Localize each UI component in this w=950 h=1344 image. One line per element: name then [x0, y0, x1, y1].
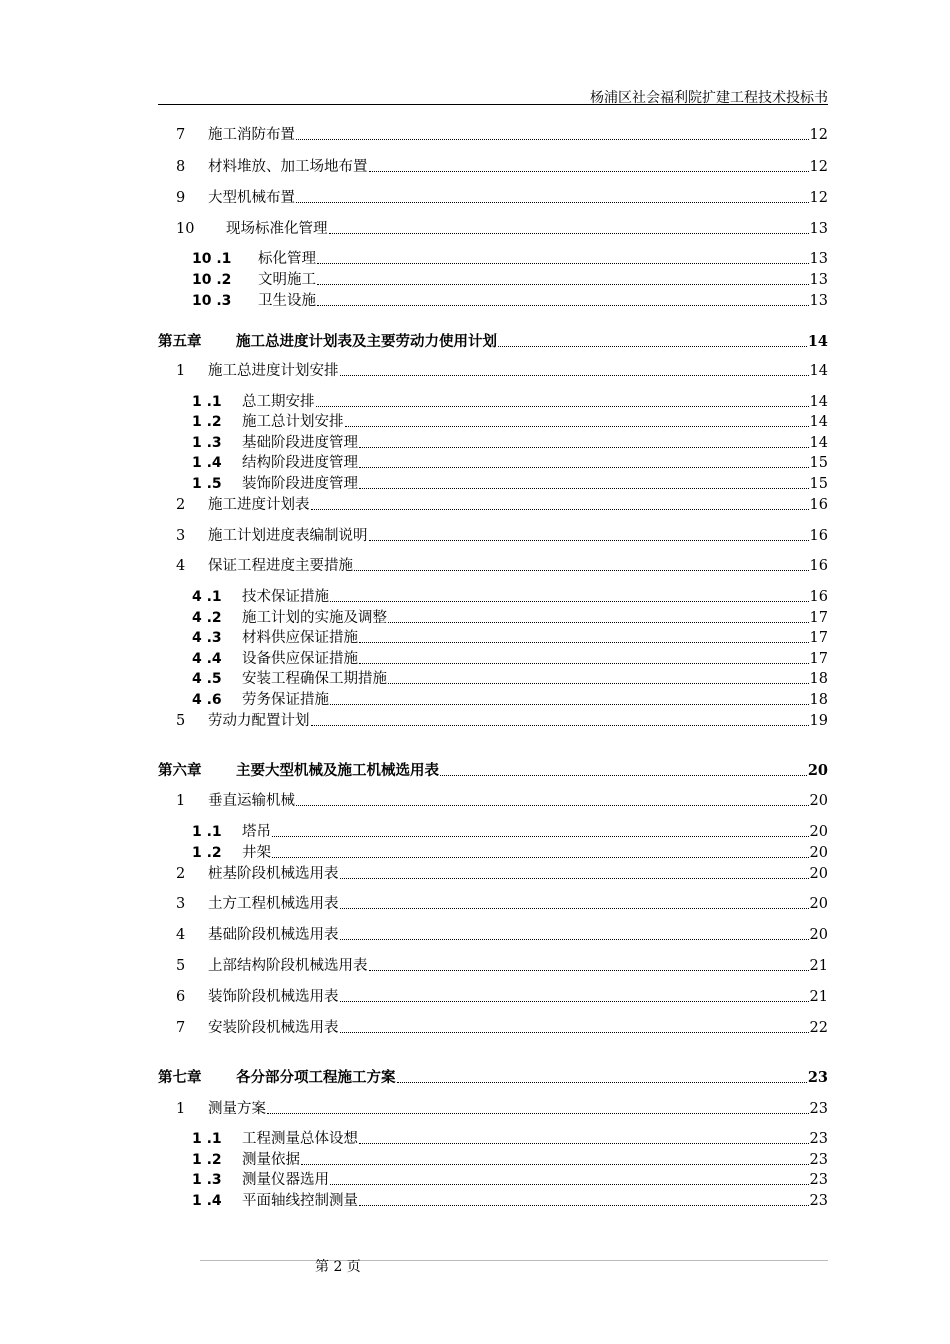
- toc-entry-number: 7: [176, 127, 186, 143]
- toc-entry-page: 23: [809, 1131, 828, 1147]
- toc-section-entry[interactable]: [158, 922, 828, 944]
- toc-entry-number: 4 .6: [192, 692, 222, 708]
- toc-dot-leader: [311, 725, 809, 726]
- toc-chapter-entry[interactable]: [158, 329, 828, 351]
- toc-entry-page: 23: [809, 1101, 828, 1117]
- toc-entry-number: 5: [176, 713, 186, 729]
- toc-subsection-entry[interactable]: [158, 840, 828, 862]
- toc-subsection-entry[interactable]: [158, 1147, 828, 1169]
- toc-dot-leader: [296, 202, 809, 203]
- toc-section-entry[interactable]: [158, 216, 828, 238]
- toc-entry-title: 测量仪器选用: [242, 1172, 329, 1188]
- toc-dot-leader: [330, 704, 809, 705]
- toc-entry-page: 20: [807, 762, 828, 779]
- toc-section-entry[interactable]: [158, 953, 828, 975]
- toc-entry-number: 1 .2: [192, 414, 222, 430]
- toc-entry-number: 1 .3: [192, 1172, 222, 1188]
- toc-entry-page: 15: [809, 476, 828, 492]
- toc-dot-leader: [317, 284, 809, 285]
- toc-entry-page: 17: [809, 610, 828, 626]
- toc-entry-page: 18: [809, 692, 828, 708]
- toc-section-entry[interactable]: [158, 1096, 828, 1118]
- toc-entry-page: 16: [809, 558, 828, 574]
- toc-entry-number: 1 .1: [192, 824, 222, 840]
- toc-entry-title: 劳动力配置计划: [208, 713, 310, 729]
- toc-entry-number: 1 .4: [192, 455, 222, 471]
- footer-rule: [200, 1260, 828, 1261]
- toc-entry-title: 施工进度计划表: [208, 497, 310, 513]
- toc-dot-leader: [340, 908, 809, 909]
- toc-entry-number: 1 .1: [192, 394, 222, 410]
- toc-subsection-entry[interactable]: [158, 1126, 828, 1148]
- toc-subsection-entry[interactable]: [158, 409, 828, 431]
- toc-entry-title: 技术保证措施: [242, 589, 329, 605]
- toc-entry-page: 16: [809, 497, 828, 513]
- toc-dot-leader: [340, 878, 809, 879]
- toc-entry-number: 4 .1: [192, 589, 222, 605]
- toc-subsection-entry[interactable]: [158, 267, 828, 289]
- toc-dot-leader: [388, 622, 809, 623]
- toc-section-entry[interactable]: [158, 185, 828, 207]
- toc-entry-page: 13: [809, 221, 828, 237]
- toc-entry-title: 卫生设施: [258, 293, 316, 309]
- toc-dot-leader: [340, 1032, 809, 1033]
- toc-entry-page: 23: [809, 1172, 828, 1188]
- toc-entry-page: 12: [809, 159, 828, 175]
- toc-entry-title: 塔吊: [242, 824, 271, 840]
- toc-entry-page: 23: [807, 1069, 828, 1086]
- toc-entry-number: 4: [176, 558, 186, 574]
- toc-entry-title: 施工总进度计划安排: [208, 363, 339, 379]
- toc-entry-number: 1: [176, 793, 186, 809]
- toc-dot-leader: [330, 1184, 809, 1185]
- toc-dot-leader: [272, 836, 809, 837]
- toc-section-entry[interactable]: [158, 553, 828, 575]
- toc-entry-number: 第六章: [158, 762, 202, 779]
- toc-subsection-entry[interactable]: [158, 389, 828, 411]
- toc-dot-leader: [317, 305, 809, 306]
- toc-dot-leader: [369, 171, 809, 172]
- toc-subsection-entry[interactable]: [158, 471, 828, 493]
- toc-dot-leader: [340, 939, 809, 940]
- toc-entry-page: 14: [809, 435, 828, 451]
- toc-entry-title: 总工期安排: [242, 394, 315, 410]
- toc-entry-number: 4 .5: [192, 671, 222, 687]
- toc-dot-leader: [359, 488, 809, 489]
- toc-entry-number: 1: [176, 363, 186, 379]
- toc-section-entry[interactable]: [158, 492, 828, 514]
- toc-entry-page: 18: [809, 671, 828, 687]
- toc-entry-page: 23: [809, 1152, 828, 1168]
- toc-entry-page: 19: [809, 713, 828, 729]
- page-number: 第 2 页: [315, 1259, 361, 1275]
- toc-subsection-entry[interactable]: [158, 584, 828, 606]
- toc-dot-leader: [359, 1205, 809, 1206]
- toc-entry-page: 14: [807, 333, 828, 350]
- toc-section-entry[interactable]: [158, 861, 828, 883]
- toc-entry-title: 基础阶段机械选用表: [208, 927, 339, 943]
- toc-entry-number: 1 .2: [192, 845, 222, 861]
- toc-dot-leader: [359, 1143, 809, 1144]
- toc-entry-title: 装饰阶段进度管理: [242, 476, 358, 492]
- toc-entry-title: 施工计划进度表编制说明: [208, 528, 368, 544]
- toc-entry-number: 4: [176, 927, 186, 943]
- toc-entry-number: 4 .3: [192, 630, 222, 646]
- toc-entry-number: 7: [176, 1020, 186, 1036]
- toc-entry-title: 劳务保证措施: [242, 692, 329, 708]
- toc-entry-title: 施工总进度计划表及主要劳动力使用计划: [236, 333, 497, 350]
- toc-entry-title: 平面轴线控制测量: [242, 1193, 358, 1209]
- toc-entry-page: 21: [809, 958, 828, 974]
- toc-entry-title: 设备供应保证措施: [242, 651, 358, 667]
- toc-entry-title: 标化管理: [258, 251, 316, 267]
- toc-subsection-entry[interactable]: [158, 666, 828, 688]
- toc-subsection-entry[interactable]: [158, 1167, 828, 1189]
- toc-entry-title: 文明施工: [258, 272, 316, 288]
- toc-entry-title: 现场标准化管理: [226, 221, 328, 237]
- toc-dot-leader: [330, 601, 809, 602]
- toc-section-entry[interactable]: [158, 708, 828, 730]
- toc-dot-leader: [440, 775, 807, 776]
- toc-entry-number: 1 .5: [192, 476, 222, 492]
- toc-entry-number: 2: [176, 866, 186, 882]
- toc-entry-title: 装饰阶段机械选用表: [208, 989, 339, 1005]
- toc-entry-title: 材料堆放、加工场地布置: [208, 159, 368, 175]
- toc-entry-page: 17: [809, 630, 828, 646]
- toc-dot-leader: [369, 540, 809, 541]
- toc-entry-title: 施工消防布置: [208, 127, 295, 143]
- toc-dot-leader: [388, 683, 809, 684]
- toc-entry-page: 13: [809, 272, 828, 288]
- toc-entry-number: 4 .4: [192, 651, 222, 667]
- toc-chapter-entry[interactable]: [158, 1065, 828, 1087]
- toc-entry-title: 井架: [242, 845, 271, 861]
- toc-entry-number: 10 .3: [192, 293, 232, 309]
- toc-entry-page: 16: [809, 589, 828, 605]
- toc-dot-leader: [296, 805, 809, 806]
- toc-entry-title: 基础阶段进度管理: [242, 435, 358, 451]
- toc-entry-title: 主要大型机械及施工机械选用表: [236, 762, 439, 779]
- running-header: 杨浦区社会福利院扩建工程技术投标书: [590, 90, 828, 106]
- toc-dot-leader: [340, 375, 809, 376]
- toc-entry-page: 14: [809, 394, 828, 410]
- toc-entry-page: 17: [809, 651, 828, 667]
- toc-entry-title: 施工计划的实施及调整: [242, 610, 387, 626]
- toc-dot-leader: [296, 139, 809, 140]
- toc-section-entry[interactable]: [158, 154, 828, 176]
- toc-entry-page: 12: [809, 127, 828, 143]
- toc-entry-number: 第五章: [158, 333, 202, 350]
- toc-entry-title: 保证工程进度主要措施: [208, 558, 353, 574]
- toc-dot-leader: [317, 263, 809, 264]
- toc-entry-title: 工程测量总体设想: [242, 1131, 358, 1147]
- toc-entry-number: 1: [176, 1101, 186, 1117]
- toc-entry-page: 20: [809, 927, 828, 943]
- toc-subsection-entry[interactable]: [158, 430, 828, 452]
- toc-entry-page: 15: [809, 455, 828, 471]
- toc-dot-leader: [359, 447, 809, 448]
- toc-entry-page: 21: [809, 989, 828, 1005]
- toc-subsection-entry[interactable]: [158, 288, 828, 310]
- toc-entry-title: 各分部分项工程施工方案: [236, 1069, 396, 1086]
- toc-dot-leader: [267, 1113, 809, 1114]
- toc-dot-leader: [301, 1164, 809, 1165]
- toc-dot-leader: [498, 346, 807, 347]
- toc-entry-number: 1 .3: [192, 435, 222, 451]
- toc-dot-leader: [369, 970, 809, 971]
- toc-entry-number: 5: [176, 958, 186, 974]
- toc-entry-page: 20: [809, 866, 828, 882]
- toc-chapter-entry[interactable]: [158, 758, 828, 780]
- toc-entry-title: 桩基阶段机械选用表: [208, 866, 339, 882]
- toc-dot-leader: [359, 467, 809, 468]
- toc-entry-number: 1 .2: [192, 1152, 222, 1168]
- toc-dot-leader: [311, 509, 809, 510]
- toc-entry-page: 22: [809, 1020, 828, 1036]
- toc-entry-number: 10 .1: [192, 251, 232, 267]
- toc-dot-leader: [316, 406, 809, 407]
- toc-entry-page: 20: [809, 896, 828, 912]
- toc-entry-title: 上部结构阶段机械选用表: [208, 958, 368, 974]
- toc-entry-page: 12: [809, 190, 828, 206]
- toc-entry-number: 第七章: [158, 1069, 202, 1086]
- toc-dot-leader: [359, 642, 809, 643]
- toc-entry-page: 20: [809, 824, 828, 840]
- toc-section-entry[interactable]: [158, 1015, 828, 1037]
- toc-entry-title: 材料供应保证措施: [242, 630, 358, 646]
- toc-subsection-entry[interactable]: [158, 450, 828, 472]
- toc-entry-title: 垂直运输机械: [208, 793, 295, 809]
- toc-dot-leader: [272, 857, 809, 858]
- toc-section-entry[interactable]: [158, 523, 828, 545]
- toc-section-entry[interactable]: [158, 122, 828, 144]
- toc-entry-number: 10 .2: [192, 272, 232, 288]
- toc-subsection-entry[interactable]: [158, 687, 828, 709]
- toc-entry-page: 16: [809, 528, 828, 544]
- toc-dot-leader: [359, 663, 809, 664]
- toc-section-entry[interactable]: [158, 788, 828, 810]
- toc-entry-title: 测量方案: [208, 1101, 266, 1117]
- toc-dot-leader: [397, 1082, 807, 1083]
- toc-entry-page: 14: [809, 414, 828, 430]
- toc-entry-number: 4 .2: [192, 610, 222, 626]
- toc-section-entry[interactable]: [158, 358, 828, 380]
- toc-entry-number: 1 .4: [192, 1193, 222, 1209]
- toc-entry-number: 10: [176, 221, 195, 237]
- toc-subsection-entry[interactable]: [158, 246, 828, 268]
- toc-dot-leader: [340, 1001, 809, 1002]
- toc-entry-number: 2: [176, 497, 186, 513]
- toc-entry-number: 8: [176, 159, 186, 175]
- toc-entry-title: 土方工程机械选用表: [208, 896, 339, 912]
- toc-subsection-entry[interactable]: [158, 625, 828, 647]
- toc-dot-leader: [329, 233, 809, 234]
- toc-entry-title: 施工总计划安排: [242, 414, 344, 430]
- toc-entry-page: 23: [809, 1193, 828, 1209]
- toc-dot-leader: [354, 570, 809, 571]
- toc-subsection-entry[interactable]: [158, 646, 828, 668]
- toc-entry-page: 20: [809, 793, 828, 809]
- toc-entry-title: 大型机械布置: [208, 190, 295, 206]
- toc-entry-number: 6: [176, 989, 186, 1005]
- toc-entry-page: 14: [809, 363, 828, 379]
- toc-entry-title: 测量依据: [242, 1152, 300, 1168]
- toc-entry-number: 1 .1: [192, 1131, 222, 1147]
- toc-entry-page: 13: [809, 251, 828, 267]
- toc-entry-page: 20: [809, 845, 828, 861]
- toc-entry-number: 3: [176, 896, 186, 912]
- toc-dot-leader: [345, 426, 809, 427]
- toc-entry-number: 9: [176, 190, 186, 206]
- toc-subsection-entry[interactable]: [158, 1188, 828, 1210]
- toc-entry-title: 安装阶段机械选用表: [208, 1020, 339, 1036]
- toc-entry-page: 13: [809, 293, 828, 309]
- toc-section-entry[interactable]: [158, 984, 828, 1006]
- toc-section-entry[interactable]: [158, 891, 828, 913]
- toc-entry-title: 安装工程确保工期措施: [242, 671, 387, 687]
- toc-entry-number: 3: [176, 528, 186, 544]
- toc-entry-title: 结构阶段进度管理: [242, 455, 358, 471]
- toc-subsection-entry[interactable]: [158, 819, 828, 841]
- toc-subsection-entry[interactable]: [158, 605, 828, 627]
